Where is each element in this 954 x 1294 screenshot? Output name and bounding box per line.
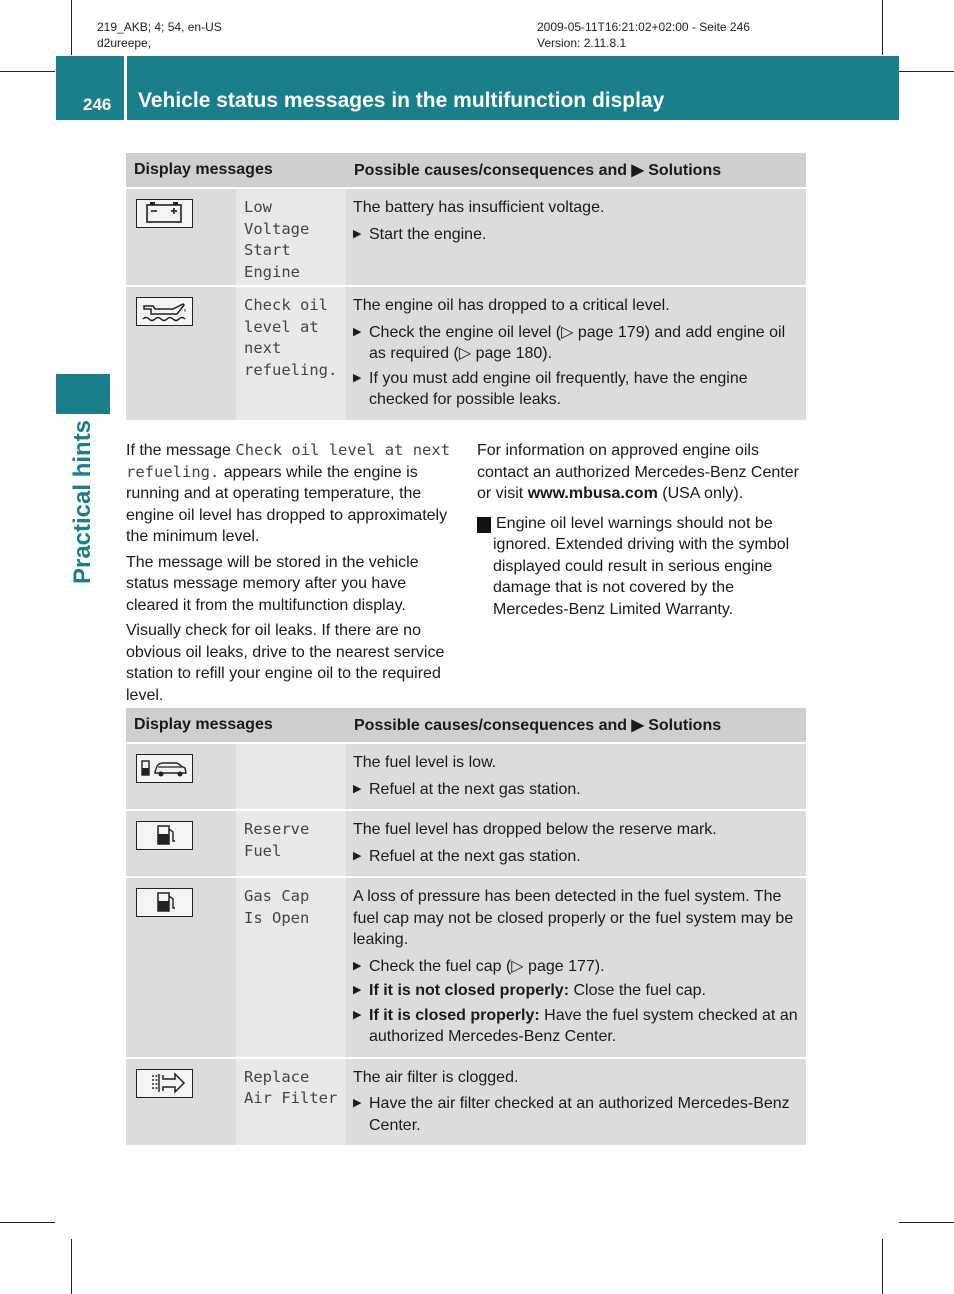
solution-text: Have the fuel system checked at an authorized Mercedes-Benz Center. (369, 1006, 798, 1045)
solution-text: Start the engine. (369, 225, 487, 243)
display-message-ref: Check oil level at next refueling. (126, 441, 451, 481)
oil-can-icon (136, 297, 193, 326)
cause-text: A loss of pressure has been detected in the fuel system. The fuel cap may not be closed properly or the fuel system may be leaking. (353, 888, 794, 948)
solution-item (353, 224, 800, 246)
table-row (126, 286, 806, 421)
solution-item (353, 322, 800, 365)
crop-mark (71, 1239, 72, 1294)
message-line: Start (244, 241, 291, 259)
icon-cell (126, 286, 236, 421)
crop-mark (882, 1239, 883, 1294)
bullet-arrow-icon: ▶ (353, 959, 362, 972)
icon-cell (126, 743, 236, 810)
warning-icon: ! (477, 517, 491, 533)
message-line: Reserve (244, 820, 310, 838)
solution-text: Check the fuel cap (▷ page 177). (369, 957, 605, 975)
solution-text: Check the engine oil level (▷ page 179) and add engine oil as required (▷ page 180). (369, 323, 786, 362)
meta-line: Version: 2.11.8.1 (537, 36, 627, 50)
icon-cell (126, 810, 236, 877)
message-line: Voltage (244, 219, 310, 238)
bullet-arrow-icon: ▶ (353, 227, 362, 240)
warning-note (473, 513, 809, 621)
meta-line: 2009-05-11T16:21:02+02:00 - Seite 246 (537, 20, 750, 34)
warning-text: Engine oil level warnings should not be ignored. Extended driving with the symbol displayed could result in serious engine damage that is not covered by the Mercedes-Benz Limited Warranty. (493, 514, 790, 618)
arrow-icon: ▶ (631, 162, 644, 179)
table-row (126, 877, 806, 1058)
crop-mark (899, 71, 954, 72)
col-header-causes-text: Possible causes/consequences and (354, 162, 628, 179)
section-label: Practical hints (69, 419, 96, 585)
solution-item (353, 1005, 800, 1048)
message-cell (236, 877, 346, 1058)
solution-text: Refuel at the next gas station. (369, 780, 581, 798)
bullet-arrow-icon: ▶ (353, 371, 362, 384)
col-header-causes-text: Possible causes/consequences and (354, 717, 628, 734)
icon-cell (126, 1058, 236, 1147)
condition-label: If it is closed properly: (369, 1006, 540, 1024)
arrow-icon: ▶ (631, 717, 644, 734)
website-link[interactable]: www.mbusa.com (527, 485, 658, 502)
solution-item (353, 368, 800, 411)
print-meta-right (537, 19, 750, 51)
bullet-arrow-icon: ▶ (353, 1008, 362, 1021)
left-text-column (126, 440, 458, 710)
crop-mark (0, 71, 55, 72)
solution-item (353, 779, 800, 801)
paragraph: Visually check for oil leaks. If there are no obvious oil leaks, drive to the nearest service station to refill your engine oil to the required level. (126, 622, 445, 704)
message-cell (236, 188, 346, 286)
message-cell (236, 286, 346, 421)
solution-item (353, 846, 800, 868)
col-header-display-messages: Display messages (126, 153, 346, 188)
message-cell (236, 1058, 346, 1147)
bullet-arrow-icon: ▶ (353, 325, 362, 338)
solution-item (353, 980, 800, 1002)
causes-cell (346, 743, 806, 810)
solution-item (353, 1093, 800, 1136)
cause-text: The air filter is clogged. (353, 1068, 519, 1086)
paragraph (126, 440, 458, 548)
message-line: Low (244, 198, 272, 216)
solution-text: If you must add engine oil frequently, have the engine checked for possible leaks. (369, 369, 748, 408)
table-row (126, 743, 806, 810)
paragraph-text: appears while the engine is running and at operating temperature, the engine oil level has dropped to approximately the minimum level. (126, 463, 448, 545)
icon-cell (126, 877, 236, 1058)
crop-mark (71, 0, 72, 55)
fuel-car-icon (136, 754, 193, 783)
message-line: Engine (244, 262, 300, 281)
table-row (126, 188, 806, 286)
meta-line: d2ureepe, (97, 36, 152, 50)
message-line: Air Filter (244, 1089, 338, 1107)
icon-cell (126, 188, 236, 286)
table-row (126, 810, 806, 877)
col-header-display-messages: Display messages (126, 708, 346, 743)
cause-text: The battery has insufficient voltage. (353, 199, 605, 216)
cause-text: The fuel level has dropped below the reserve mark. (353, 821, 717, 838)
header-divider (124, 56, 127, 120)
causes-cell (346, 188, 806, 286)
message-line: level at (244, 317, 319, 336)
solution-text: Have the air filter checked at an authorized Mercedes-Benz Center. (369, 1095, 790, 1134)
col-header-causes (346, 153, 806, 188)
crop-mark (882, 0, 883, 55)
table-row (126, 1058, 806, 1147)
fuel-pump-icon (136, 888, 193, 917)
solution-text: Refuel at the next gas station. (369, 847, 581, 865)
table-header-row (126, 153, 806, 188)
bullet-arrow-icon: ▶ (353, 984, 362, 996)
section-tab (56, 374, 110, 414)
message-line: Is Open (244, 908, 310, 927)
cause-text: The fuel level is low. (353, 754, 497, 771)
message-table-1 (126, 153, 806, 422)
crop-mark (0, 1222, 55, 1223)
meta-line: 219_AKB; 4; 54, en-US (97, 20, 222, 34)
fuel-pump-icon (136, 821, 193, 850)
crop-mark (899, 1222, 954, 1223)
message-table-2 (126, 708, 806, 1147)
message-line: refueling. (244, 360, 338, 379)
paragraph: The message will be stored in the vehicle status message memory after you have cleared it from the multifunction display. (126, 553, 419, 614)
bullet-arrow-icon: ▶ (353, 1097, 362, 1109)
cause-text: The engine oil has dropped to a critical level. (353, 297, 670, 314)
message-line: Fuel (244, 841, 282, 860)
causes-cell (346, 1058, 806, 1147)
paragraph (477, 440, 809, 505)
page-title: Vehicle status messages in the multifunction display (138, 89, 665, 112)
message-line: Replace (244, 1067, 310, 1086)
battery-icon (136, 199, 193, 228)
page-number: 246 (83, 95, 112, 114)
causes-cell (346, 286, 806, 421)
causes-cell (346, 877, 806, 1058)
col-header-solutions-text: Solutions (648, 717, 722, 734)
condition-label: If it is not closed properly: (369, 982, 570, 999)
col-header-solutions-text: Solutions (648, 162, 722, 179)
message-line: Check oil (244, 296, 328, 314)
table-header-row (126, 708, 806, 743)
message-line: Gas Cap (244, 887, 310, 905)
paragraph-text: If the message (126, 442, 231, 459)
causes-cell (346, 810, 806, 877)
bullet-arrow-icon: ▶ (353, 849, 362, 862)
col-header-causes (346, 708, 806, 743)
solution-text: Close the fuel cap. (569, 982, 706, 999)
message-cell (236, 743, 346, 810)
right-text-column (473, 440, 809, 624)
paragraph-text: (USA only). (662, 485, 744, 502)
solution-item (353, 956, 800, 978)
air-filter-icon (136, 1069, 193, 1098)
bullet-arrow-icon: ▶ (353, 782, 362, 795)
message-line: next (244, 339, 282, 357)
paragraph-text: For information on approved engine oils contact an authorized Mercedes-Benz Center or visit (477, 442, 799, 502)
message-cell (236, 810, 346, 877)
print-meta-left (97, 19, 222, 51)
